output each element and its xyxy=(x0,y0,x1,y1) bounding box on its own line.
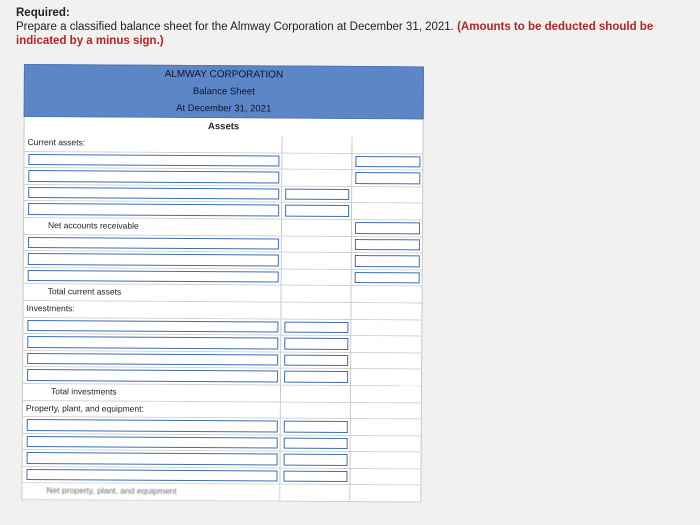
amount-input[interactable] xyxy=(284,421,348,433)
total-current-assets-label: Total current assets xyxy=(23,284,282,301)
amount-input[interactable] xyxy=(284,454,348,466)
amount-input[interactable] xyxy=(284,321,348,333)
amount-input[interactable] xyxy=(284,371,348,383)
instructions-emphasis: (Amounts to be deducted should be indicated by a minus sign.) xyxy=(16,21,654,47)
net-accounts-receivable-label: Net accounts receivable xyxy=(23,218,282,235)
account-name-input[interactable] xyxy=(27,369,278,382)
statement-title: Balance Sheet xyxy=(192,86,255,98)
account-name-input[interactable] xyxy=(28,203,279,216)
instructions-text xyxy=(16,20,696,48)
investments-label: Investments: xyxy=(22,301,281,318)
account-name-input[interactable] xyxy=(27,452,278,465)
required-heading: Required: xyxy=(16,7,70,19)
account-name-input[interactable] xyxy=(27,353,278,366)
account-name-input[interactable] xyxy=(27,436,278,449)
amount-input[interactable] xyxy=(284,354,348,366)
account-name-input[interactable] xyxy=(27,320,278,333)
amount-input[interactable] xyxy=(355,255,420,267)
account-name-input[interactable] xyxy=(28,270,279,283)
balance-sheet-table xyxy=(21,64,424,502)
amount-cell xyxy=(282,137,352,153)
amount-input[interactable] xyxy=(284,338,348,350)
amount-input[interactable] xyxy=(355,272,420,284)
total-investments-label: Total investments xyxy=(22,384,281,401)
instructions xyxy=(16,6,696,48)
amount-input[interactable] xyxy=(285,188,349,200)
amount-cell xyxy=(352,137,423,153)
instructions-body: Prepare a classified balance sheet for the Almway Corporation at December 31, 2021. xyxy=(16,21,458,33)
account-name-input[interactable] xyxy=(27,336,278,349)
account-name-input[interactable] xyxy=(28,253,279,266)
company-name: ALMWAY CORPORATION xyxy=(164,68,284,81)
table-row xyxy=(21,483,421,502)
current-assets-label: Current assets: xyxy=(23,135,282,152)
screen-glare xyxy=(398,378,420,390)
amount-input[interactable] xyxy=(355,222,420,234)
statement-date: At December 31, 2021 xyxy=(176,102,272,115)
sheet-header xyxy=(24,64,424,119)
amount-input[interactable] xyxy=(355,156,420,168)
net-ppe-label: Net property, plant, and equipment xyxy=(21,483,280,500)
amount-input[interactable] xyxy=(355,239,420,251)
ppe-label: Property, plant, and equipment: xyxy=(22,400,281,417)
assets-heading: Assets xyxy=(24,117,424,137)
account-name-input[interactable] xyxy=(28,170,279,183)
amount-input[interactable] xyxy=(285,205,349,217)
account-name-input[interactable] xyxy=(27,419,278,432)
amount-input[interactable] xyxy=(284,437,348,449)
amount-input[interactable] xyxy=(283,470,347,482)
account-name-input[interactable] xyxy=(28,154,279,167)
account-name-input[interactable] xyxy=(28,237,279,250)
account-name-input[interactable] xyxy=(28,187,279,200)
account-name-input[interactable] xyxy=(26,469,277,482)
amount-input[interactable] xyxy=(355,172,420,184)
